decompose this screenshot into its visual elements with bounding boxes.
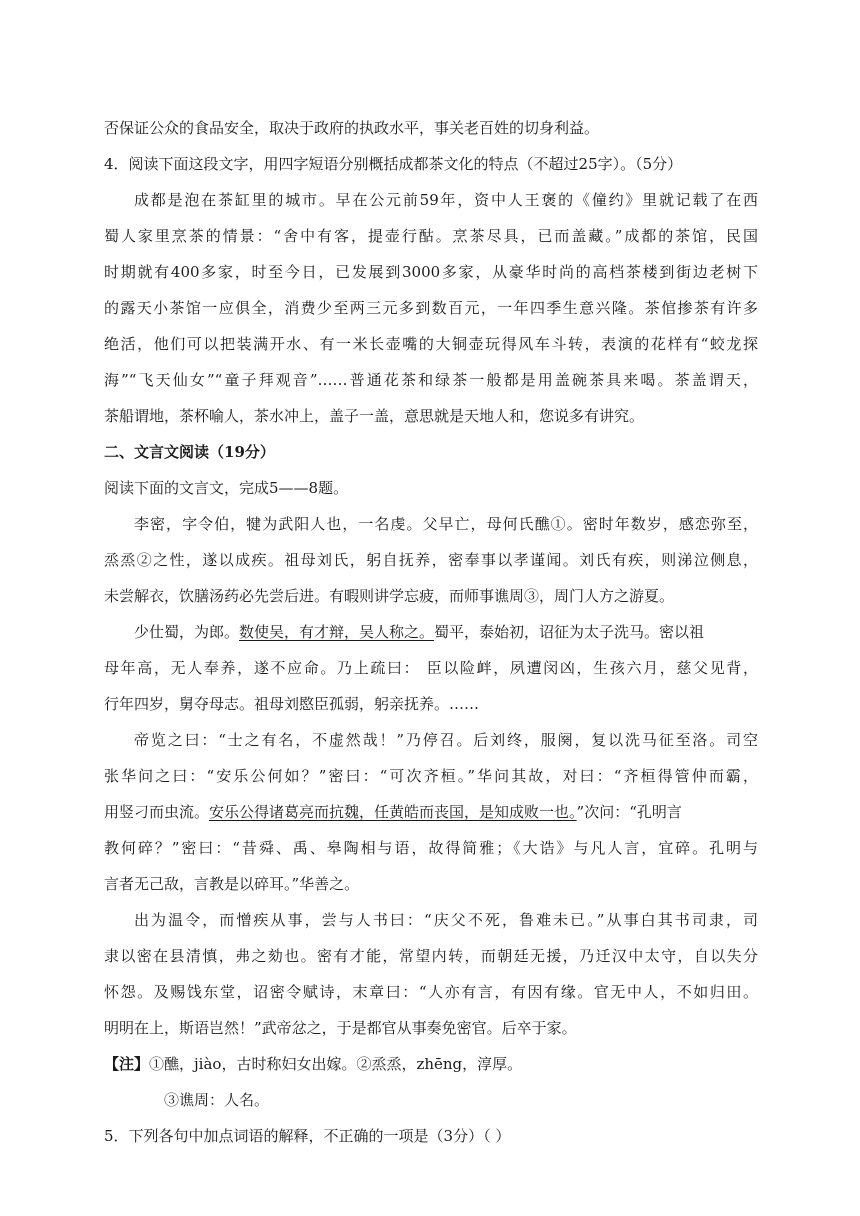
question-5: 5．下列各句中加点词语的解释，不正确的一项是（3分）（ ） xyxy=(104,1127,511,1145)
classical-text-line: 隶以密在县清慎，弗之劾也。密有才能，常望内转，而朝廷无援，乃迁汉中太守，自以失分 xyxy=(104,947,758,965)
notes-label: 【注】 xyxy=(104,1055,150,1073)
text-segment: 用竖刁而虫流。 xyxy=(104,803,210,821)
classical-text-line: 怀怨。及赐饯东堂，诏密令赋诗，末章曰：“人亦有言，有因有缘。官无中人，不如归田。 xyxy=(104,983,758,1001)
passage-line: 成都是泡在茶缸里的城市。早在公元前59年，资中人王褒的《僮约》里就记载了在西 xyxy=(134,191,758,209)
instruction-line: 阅读下面的文言文，完成5——8题。 xyxy=(104,479,349,497)
notes-line xyxy=(104,1054,522,1074)
classical-text-line: 教何碎？”密曰：“昔舜、禹、皋陶相与语，故得简雅；《大诰》与凡人言，宜碎。孔明与 xyxy=(104,839,758,857)
classical-text-line: 张华问之曰：“安乐公何如？”密曰：“可次齐桓。”华问其故，对曰：“齐桓得管仲而霸， xyxy=(104,767,758,785)
question-4: 4．阅读下面这段文字，用四字短语分别概括成都茶文化的特点（不超过25字）。（5分） xyxy=(104,155,683,173)
classical-text-line: 帝览之曰：“士之有名，不虚然哉！”乃停召。后刘终，服阕，复以洗马征至洛。司空 xyxy=(134,731,758,749)
passage-line: 海”“飞天仙女”“童子拜观音”……普通花茶和绿茶一般都是用盖碗茶具来喝。茶盖谓天， xyxy=(104,371,758,389)
classical-text-line: 行年四岁，舅夺母志。祖母刘愍臣孤弱，躬亲抚养。…… xyxy=(104,695,480,713)
notes-line: ③谯周：人名。 xyxy=(164,1091,270,1109)
text-segment: 蜀平，泰始初，诏征为太子洗马。密以祖 xyxy=(434,623,705,641)
passage-line: 茶船谓地，茶杯喻人，茶水冲上，盖子一盖，意思就是天地人和，您说多有讲究。 xyxy=(104,407,645,425)
text-segment: 少仕蜀，为郎。 xyxy=(134,623,240,641)
classical-text-line xyxy=(134,622,704,642)
classical-text-line: 母年高，无人奉养，遂不应命。乃上疏曰： 臣以险衅，夙遭闵凶，生孩六月，慈父见背， xyxy=(104,659,758,677)
classical-text-line: 言者无己敌，言教是以碎耳。”华善之。 xyxy=(104,875,360,893)
classical-text-line: 未尝解衣，饮膳汤药必先尝后进。有暇则讲学忘疲，而师事谯周③，周门人方之游夏。 xyxy=(104,587,675,605)
passage-line: 时期就有400多家，时至今日，已发展到3000多家，从豪华时尚的高档茶楼到街边老树下 xyxy=(104,263,758,281)
classical-text-line xyxy=(104,802,682,822)
passage-line: 蜀人家里烹茶的情景：“舍中有客，提壶行酤。烹茶尽具，已而盖藏。”成都的茶馆，民国 xyxy=(104,227,758,245)
underlined-sentence: 数使吴，有才辩，吴人称之。 xyxy=(239,623,435,641)
classical-text-line: 李密，字令伯，犍为武阳人也，一名虔。父早亡，母何氏醮①。密时年数岁，感恋弥至， xyxy=(134,515,758,533)
notes-text: ①醮，jiào，古时称妇女出嫁。②烝烝，zhēng，淳厚。 xyxy=(149,1055,523,1073)
underlined-sentence: 安乐公得诸葛亮而抗魏，任黄皓而丧国，是知成败一也。 xyxy=(209,803,577,821)
classical-text-line: 明明在上，斯语岂然！”武帝忿之，于是都官从事奏免密官。后卒于家。 xyxy=(104,1019,577,1037)
passage-line: 绝活，他们可以把装满开水、有一米长壶嘴的大铜壶玩得风车斗转，表演的花样有“蛟龙探 xyxy=(104,335,758,353)
paragraph-continuation: 否保证公众的食品安全，取决于政府的执政水平，事关老百姓的切身利益。 xyxy=(104,119,600,137)
passage-line: 的露天小茶馆一应俱全，消费少至两三元多到数百元，一年四季生意兴隆。茶倌掺茶有许多 xyxy=(104,299,758,317)
section-heading: 二、文言文阅读（19分） xyxy=(104,443,275,461)
classical-text-line: 烝烝②之性，遂以成疾。祖母刘氏，躬自抚养，密奉事以孝谨闻。刘氏有疾，则涕泣侧息， xyxy=(104,551,758,569)
classical-text-line: 出为温令，而憎疾从事，尝与人书曰：“庆父不死，鲁难未已。”从事白其书司隶，司 xyxy=(134,911,758,929)
text-segment: ”次问：“孔明言 xyxy=(576,803,682,821)
